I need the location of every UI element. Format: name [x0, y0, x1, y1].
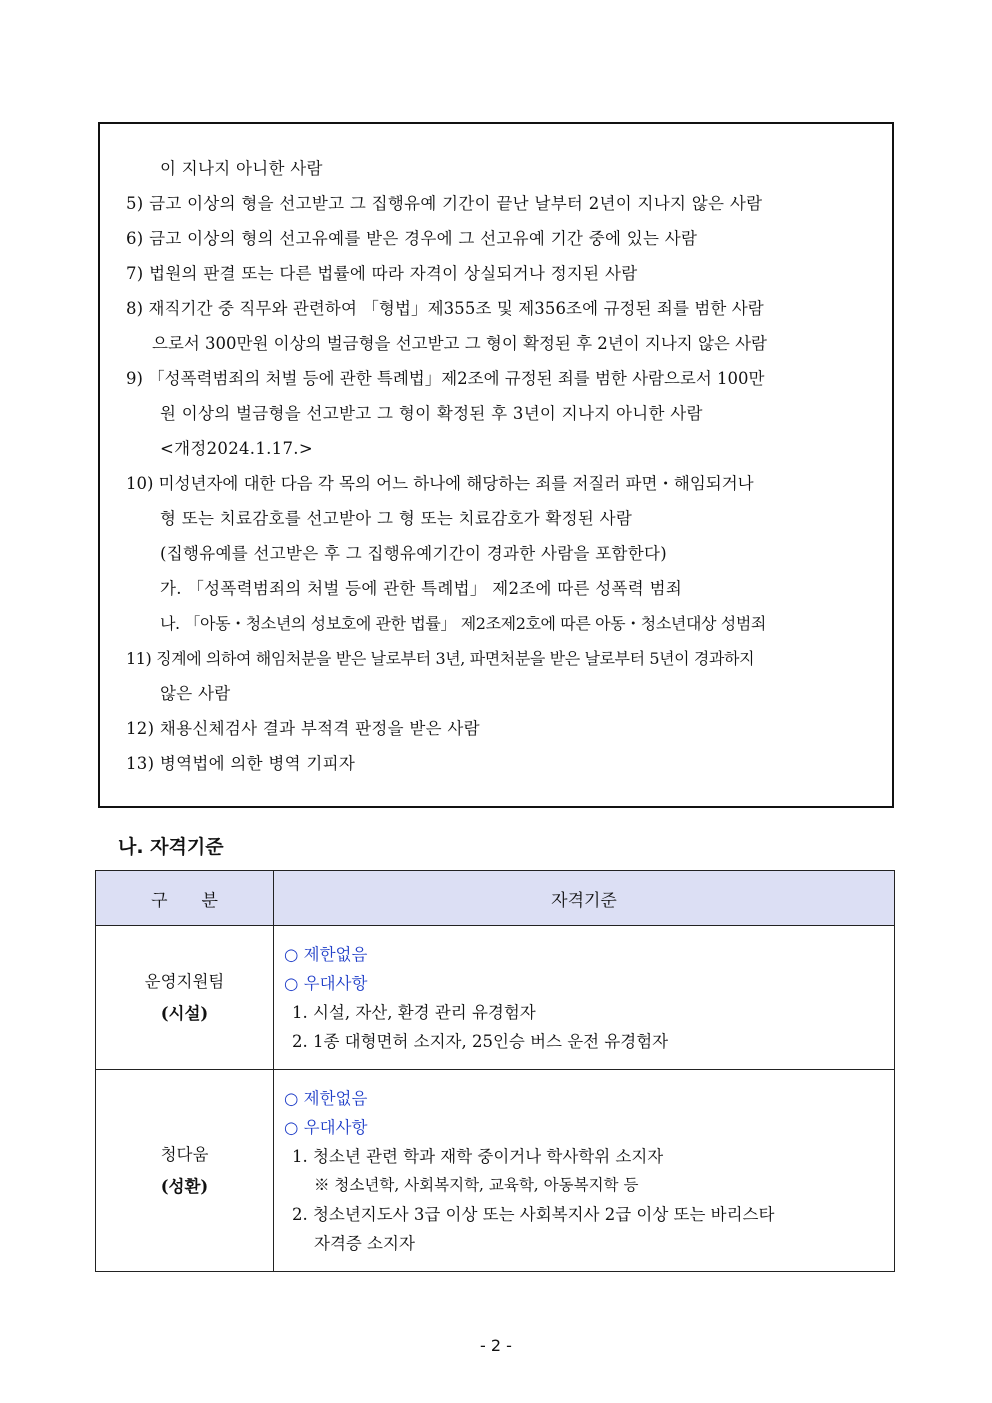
box-line-12: 가. 「성폭력범죄의 처벌 등에 관한 특례법」 제2조에 따른 성폭력 범죄 — [160, 579, 683, 598]
box-line-5: 으로서 300만원 이상의 벌금형을 선고받고 그 형이 확정된 후 2년이 지나지 않은 사람 — [152, 334, 767, 353]
category-cell — [96, 926, 274, 1070]
table-header-row — [96, 871, 895, 926]
category-sub: (성환) — [160, 1176, 209, 1196]
criteria-line: ○ 제한없음 — [284, 944, 368, 964]
criteria-line: ○ 우대사항 — [284, 1117, 368, 1137]
box-line-4: 8) 재직기간 중 직무와 관련하여 「형법」제355조 및 제356조에 규정된 죄를 범한 사람 — [126, 299, 764, 318]
criteria-line: 1. 청소년 관련 학과 재학 중이거나 학사학위 소지자 — [292, 1146, 664, 1166]
table-row — [96, 926, 895, 1070]
box-line-6: 9) 「성폭력범죄의 처벌 등에 관한 특례법」제2조에 규정된 죄를 범한 사람으로서 100만 — [126, 369, 765, 388]
box-line-17: 13) 병역법에 의한 병역 기피자 — [126, 754, 356, 773]
criteria-cell — [274, 1070, 895, 1272]
criteria-cell — [274, 926, 895, 1070]
category-cell — [96, 1070, 274, 1272]
criteria-line: ○ 우대사항 — [284, 973, 368, 993]
category-sub: (시설) — [160, 1003, 209, 1023]
box-line-9: 10) 미성년자에 대한 다음 각 목의 어느 하나에 해당하는 죄를 저질러 파면・해임되거나 — [126, 474, 754, 493]
box-line-13: 나. 「아동・청소년의 성보호에 관한 법률」 제2조제2호에 따른 아동・청소년대상 성범죄 — [160, 614, 766, 633]
box-line-0: 이 지나지 아니한 사람 — [160, 159, 323, 178]
box-line-1: 5) 금고 이상의 형을 선고받고 그 집행유예 기간이 끝난 날부터 2년이 지나지 않은 사람 — [126, 194, 763, 213]
header-criteria: 자격기준 — [274, 871, 895, 926]
table-row — [96, 1070, 895, 1272]
page-number: - 2 - — [480, 1336, 512, 1355]
criteria-note: ※ 청소년학, 사회복지학, 교육학, 아동복지학 등 — [314, 1175, 639, 1194]
section-title: 나. 자격기준 — [118, 836, 224, 858]
box-line-3: 7) 법원의 판결 또는 다른 법률에 따라 자격이 상실되거나 정지된 사람 — [126, 264, 638, 283]
box-line-15: 않은 사람 — [160, 684, 231, 703]
header-category: 구 분 — [96, 871, 274, 926]
box-line-2: 6) 금고 이상의 형의 선고유예를 받은 경우에 그 선고유예 기간 중에 있는 사람 — [126, 229, 698, 248]
category-name: 청다움 — [160, 1144, 209, 1164]
criteria-line: 1. 시설, 자산, 환경 관리 유경험자 — [292, 1002, 536, 1022]
criteria-line: 2. 청소년지도사 3급 이상 또는 사회복지사 2급 이상 또는 바리스타 — [292, 1204, 775, 1224]
box-line-14: 11) 징계에 의하여 해임처분을 받은 날로부터 3년, 파면처분을 받은 날로부터 5년이 경과하지 — [126, 649, 755, 668]
criteria-line: 2. 1종 대형면허 소지자, 25인승 버스 운전 유경험자 — [292, 1031, 669, 1051]
box-line-10: 형 또는 치료감호를 선고받아 그 형 또는 치료감호가 확정된 사람 — [160, 509, 633, 528]
box-line-11: (집행유예를 선고받은 후 그 집행유예기간이 경과한 사람을 포함한다) — [160, 544, 667, 563]
criteria-line: 자격증 소지자 — [314, 1233, 415, 1253]
box-line-8: <개정2024.1.17.> — [160, 439, 313, 458]
category-name: 운영지원팀 — [144, 971, 225, 991]
criteria-table — [95, 870, 895, 1272]
box-line-16: 12) 채용신체검사 결과 부적격 판정을 받은 사람 — [126, 719, 480, 738]
criteria-line: ○ 제한없음 — [284, 1088, 368, 1108]
box-line-7: 원 이상의 벌금형을 선고받고 그 형이 확정된 후 3년이 지나지 아니한 사람 — [160, 404, 703, 423]
